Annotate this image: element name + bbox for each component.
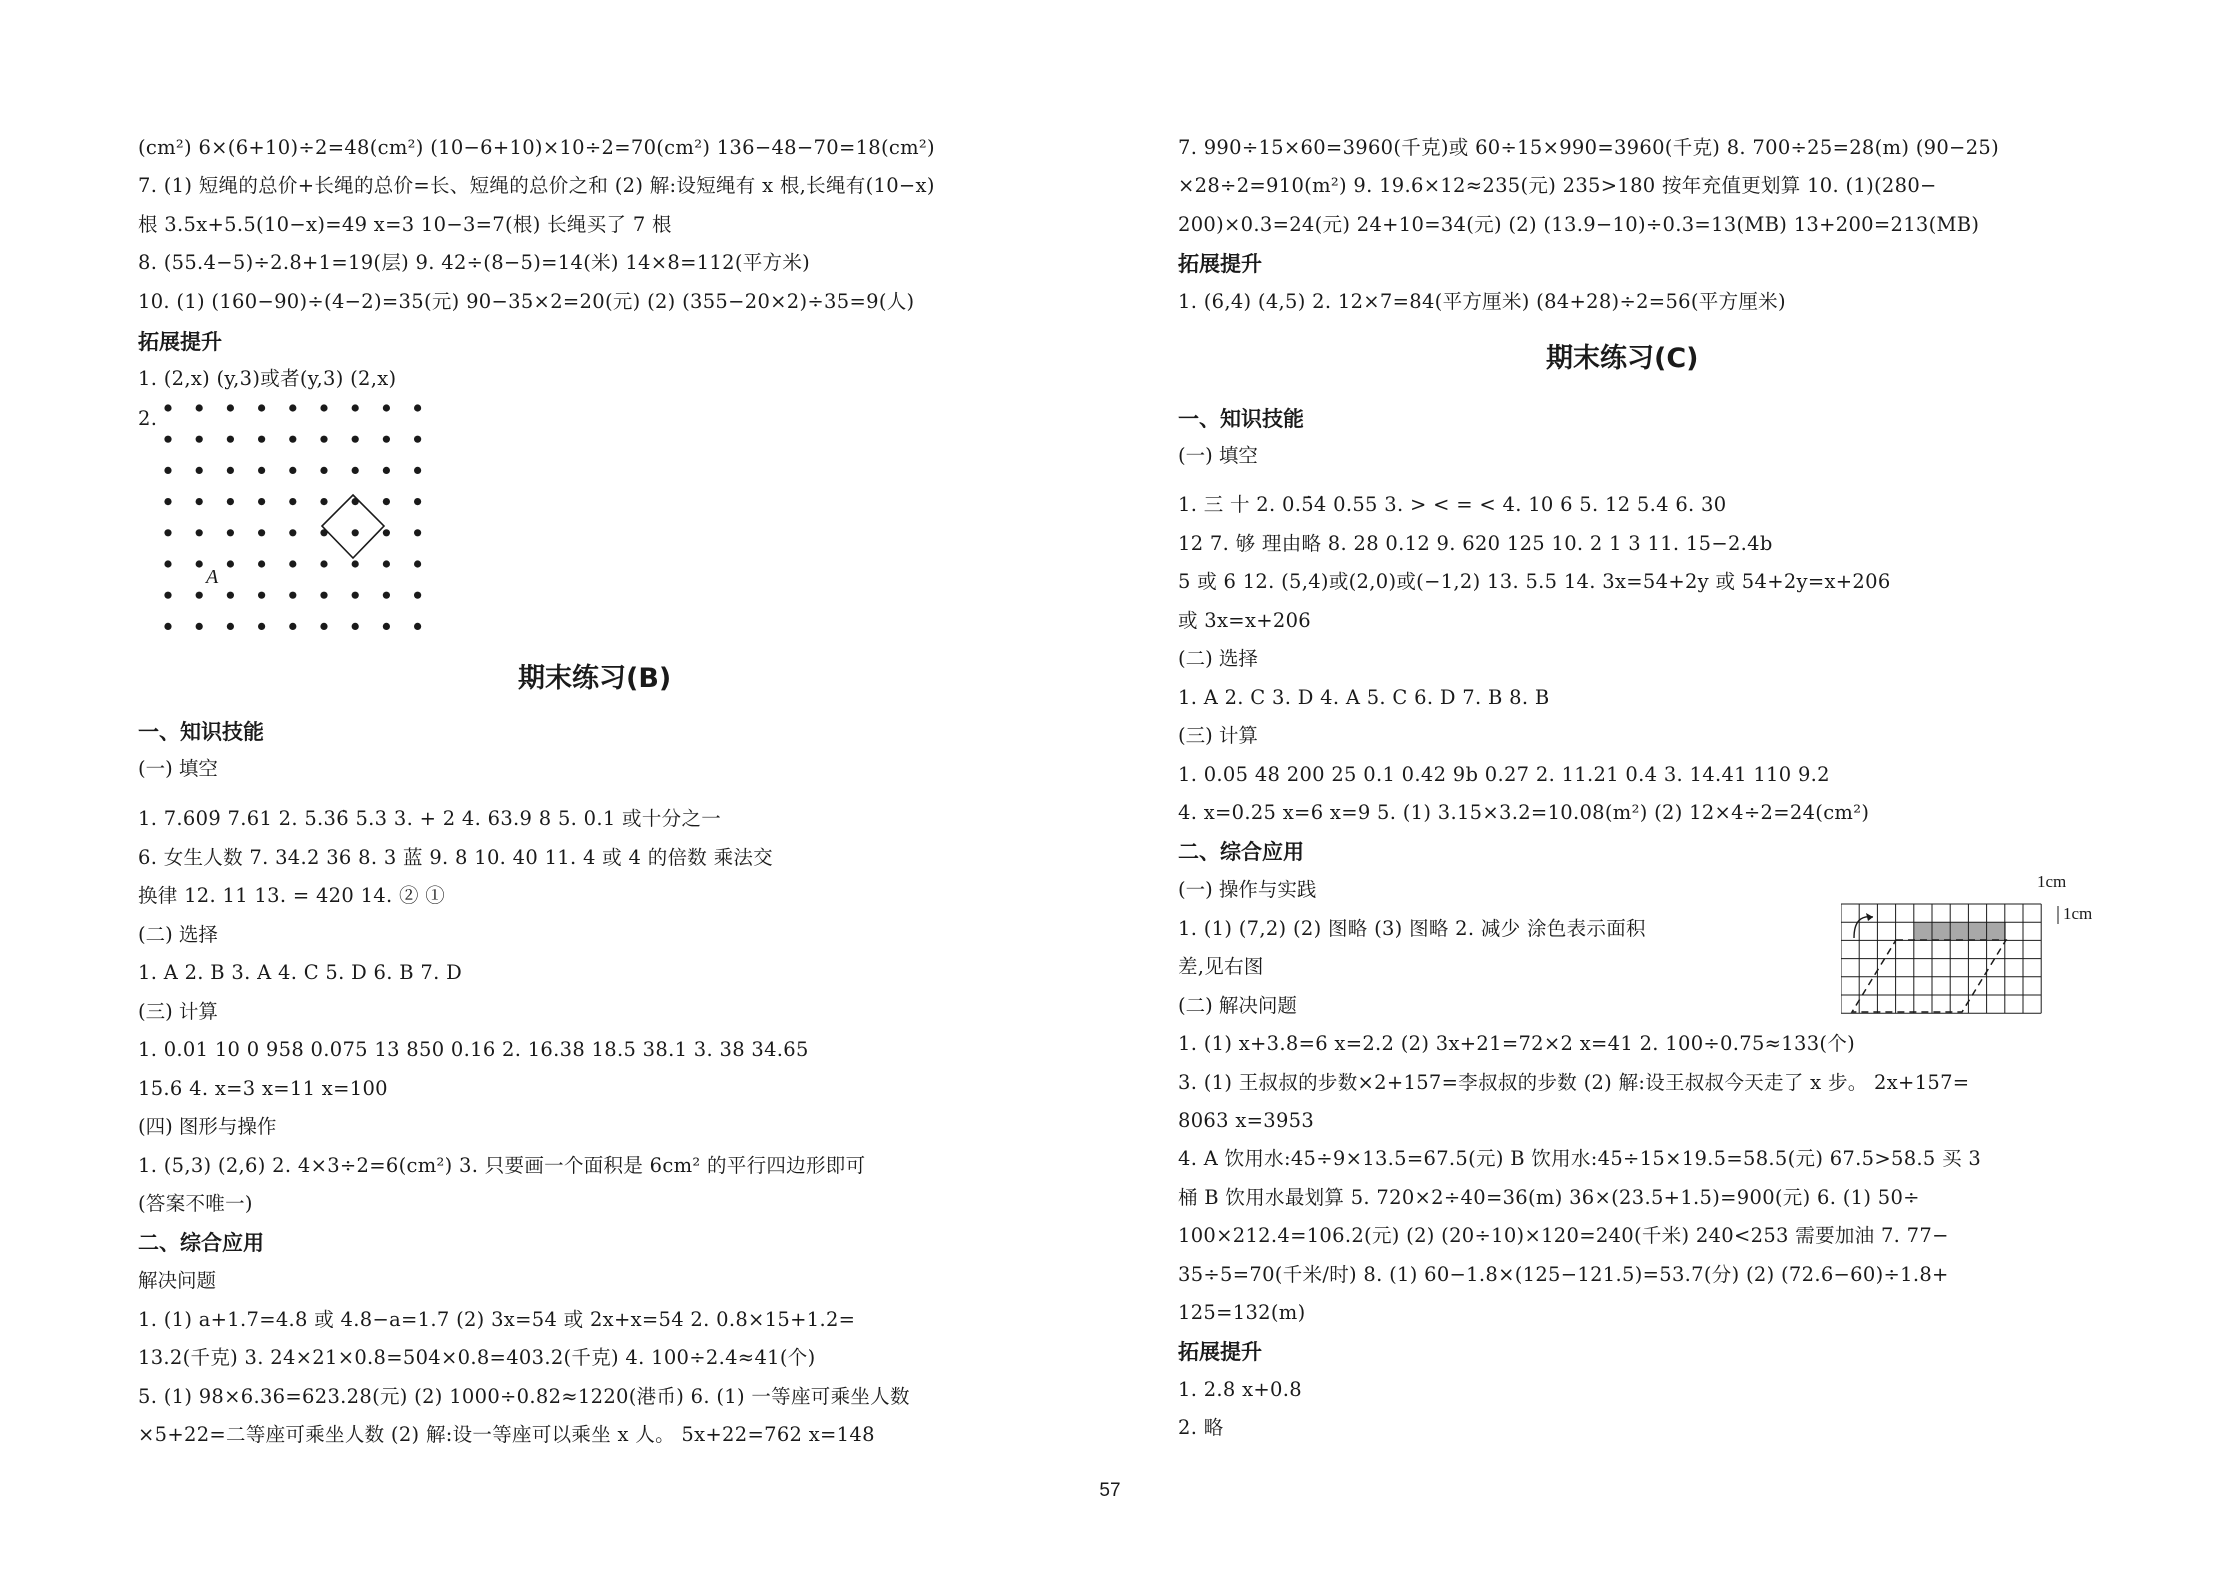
answer-line: 1. (2,x) (y,3)或者(y,3) (2,x) [138, 367, 397, 390]
grid-dot [383, 623, 390, 630]
grid-dot [352, 467, 359, 474]
grid-dot [196, 404, 203, 411]
grid-dot [164, 467, 171, 474]
rotation-arrow [1854, 917, 1873, 938]
answer-line: 1. A 2. B 3. A 4. C 5. D 6. B 7. D [138, 961, 463, 984]
answer-line: 1. 三 十 2. 0.5̇4̇ 0.55 3. > < = < 4. 10 6 5. 12 5.4 6. 30 [1178, 493, 1727, 516]
grid-dot [227, 592, 234, 599]
square-grid-figure [1841, 872, 2093, 1020]
grid-dot [383, 592, 390, 599]
answer-line: 根 3.5x+5.5(10−x)=49 x=3 10−3=7(根) 长绳买了 7 根 [138, 213, 672, 236]
shaded-difference-region [1914, 922, 2006, 940]
grid-dot [227, 560, 234, 567]
grid-dot [320, 592, 327, 599]
answer-line: 1. (1) x+3.8=6 x=2.2 (2) 3x+21=72×2 x=41 2. 100÷0.75≈133(个) [1178, 1032, 1856, 1055]
grid-dot [196, 436, 203, 443]
grid-dot [196, 467, 203, 474]
grid-dot [258, 592, 265, 599]
geometry-heading: (四) 图形与操作 [138, 1115, 277, 1138]
grid-dot [352, 436, 359, 443]
grid-dot [383, 467, 390, 474]
grid-dot [383, 404, 390, 411]
grid-dot [164, 592, 171, 599]
practice-heading: (一) 操作与实践 [1178, 878, 1317, 901]
grid-dot [196, 529, 203, 536]
page-number: 57 [1099, 1480, 1121, 1501]
choice-heading: (二) 选择 [138, 923, 218, 946]
answer-line: 4. A 饮用水:45÷9×13.5=67.5(元) B 饮用水:45÷15×19.5=58.5(元) 67.5>58.5 买 3 [1178, 1147, 1982, 1170]
grid-dot [289, 623, 296, 630]
grid-dot [414, 467, 421, 474]
answer-line: 7. 990÷15×60=3960(千克)或 60÷15×990=3960(千克) 8. 700÷25=28(m) (90−25) [1178, 136, 2000, 159]
answer-line: 100×212.4=106.2(元) (2) (20÷10)×120=240(千米) 240<253 需要加油 7. 77− [1178, 1224, 1949, 1247]
answer-line: 1. (5,3) (2,6) 2. 4×3÷2=6(cm²) 3. 只要画一个面积是 6cm² 的平行四边形即可 [138, 1154, 866, 1177]
grid-dot [258, 498, 265, 505]
answer-line: 8063 x=3953 [1178, 1109, 1315, 1132]
answer-line: (cm²) 6×(6+10)÷2=48(cm²) (10−6+10)×10÷2=70(cm²) 136−48−70=18(cm²) [138, 136, 935, 159]
grid-dot [383, 498, 390, 505]
grid-dot [289, 498, 296, 505]
grid-dot [258, 560, 265, 567]
extension-heading: 拓展提升 [1178, 252, 1262, 276]
answer-line: 13.2(千克) 3. 24×21×0.8=504×0.8=403.2(千克) 4. 100÷2.4≈41(个) [138, 1346, 816, 1369]
answer-line: ×5+22=二等座可乘坐人数 (2) 解:设一等座可以乘坐 x 人。 5x+22=762 x=148 [138, 1423, 875, 1446]
answer-line: 1. 0.05 48 200 25 0.1 0.42 9b 0.27 2. 11.21 0.4 3. 14.41 110 9.2 [1178, 763, 1830, 786]
unit-label-top: 1cm [2037, 872, 2067, 891]
grid-dot [196, 592, 203, 599]
grid-dot [196, 498, 203, 505]
grid-dot [258, 404, 265, 411]
grid-dot [258, 467, 265, 474]
answer-line: 12 7. 够 理由略 8. 28 0.12 9. 620 125 10. 2 1 3 11. 15−2.4b [1178, 532, 1773, 555]
grid-dot [227, 436, 234, 443]
extension-heading: 拓展提升 [1178, 1340, 1262, 1364]
grid-dot [352, 560, 359, 567]
grid-dot [352, 529, 359, 536]
answer-line: 10. (1) (160−90)÷(4−2)=35(元) 90−35×2=20(元) (2) (355−20×2)÷35=9(人) [138, 290, 915, 313]
answer-line: 2. 略 [1178, 1416, 1224, 1439]
grid-dot [289, 529, 296, 536]
square-grid [1841, 904, 2041, 1013]
grid-dot [164, 404, 171, 411]
answer-line: 1. (1) a+1.7=4.8 或 4.8−a=1.7 (2) 3x=54 或 2x+x=54 2. 0.8×15+1.2= [138, 1308, 856, 1331]
answer-line: 1. (6,4) (4,5) 2. 12×7=84(平方厘米) (84+28)÷2=56(平方厘米) [1178, 290, 1786, 313]
answer-line: 1. 0.01 10 0 958 0.075 13 850 0.16 2. 16.38 18.5 38.1 3. 38 34.65 [138, 1038, 809, 1061]
grid-dot [196, 623, 203, 630]
grid-dot [289, 592, 296, 599]
answer-line: 差,见右图 [1178, 955, 1264, 978]
grid-dot [383, 436, 390, 443]
answer-line: 4. x=0.25 x=6 x=9 5. (1) 3.15×3.2=10.08(m²) (2) 12×4÷2=24(cm²) [1178, 801, 1870, 824]
calc-heading: (三) 计算 [138, 1000, 218, 1023]
grid-dot [320, 560, 327, 567]
grid-dot [320, 404, 327, 411]
grid-dot [414, 404, 421, 411]
grid-dot [164, 498, 171, 505]
answer-line: (答案不唯一) [138, 1192, 253, 1215]
grid-dot [383, 529, 390, 536]
grid-dot [352, 623, 359, 630]
grid-dot [414, 623, 421, 630]
calc-heading: (三) 计算 [1178, 724, 1258, 747]
answer-line: 或 3x=x+206 [1178, 609, 1311, 632]
grid-dot [320, 498, 327, 505]
dot-grid [164, 404, 421, 630]
fill-heading: (一) 填空 [1178, 444, 1258, 467]
grid-dot [289, 404, 296, 411]
section-title-c: 期末练习(C) [1546, 343, 1699, 374]
answer-line: 1. A 2. C 3. D 4. A 5. C 6. D 7. B 8. B [1178, 686, 1550, 709]
grid-dot [164, 436, 171, 443]
section-title-b: 期末练习(B) [518, 663, 672, 694]
grid-dot [352, 592, 359, 599]
grid-dot [414, 436, 421, 443]
grid-dot [414, 592, 421, 599]
grid-dot [227, 467, 234, 474]
grid-dot [227, 623, 234, 630]
answer-line: 5. (1) 98×6.36=623.28(元) (2) 1000÷0.82≈1220(港币) 6. (1) 一等座可乘坐人数 [138, 1385, 910, 1408]
grid-dot [164, 529, 171, 536]
grid-dot [414, 529, 421, 536]
answer-line: 125=132(m) [1178, 1301, 1306, 1324]
grid-dot [320, 436, 327, 443]
answer-line: 1. 2.8 x+0.8 [1178, 1378, 1302, 1401]
arrow-head [1866, 913, 1873, 921]
answer-line: 5 或 6 12. (5,4)或(2,0)或(−1,2) 13. 5.5 14. 3x=54+2y 或 54+2y=x+206 [1178, 570, 1891, 593]
item-label: 2. [138, 407, 158, 430]
problems-heading: 解决问题 [138, 1269, 217, 1292]
answer-line: 6. 女生人数 7. 34.2 36 8. 3 蓝 9. 8 10. 40 11. 4 或 4 的倍数 乘法交 [138, 846, 773, 869]
answer-line: 3. (1) 王叔叔的步数×2+157=李叔叔的步数 (2) 解:设王叔叔今天走了 x 步。 2x+157= [1178, 1071, 1970, 1094]
grid-dot [258, 529, 265, 536]
point-label-a: A [206, 566, 219, 588]
grid-dot [383, 560, 390, 567]
part1-heading: 一、知识技能 [138, 720, 264, 744]
grid-dot [289, 436, 296, 443]
grid-dot [227, 529, 234, 536]
answer-line: 桶 B 饮用水最划算 5. 720×2÷40=36(m) 36×(23.5+1.5)=900(元) 6. (1) 50÷ [1178, 1186, 1920, 1209]
grid-dot [227, 404, 234, 411]
choice-heading: (二) 选择 [1178, 647, 1258, 670]
grid-dot [289, 467, 296, 474]
dot-grid-figure [158, 398, 488, 648]
diamond-shape [322, 495, 384, 558]
part2-heading: 二、综合应用 [138, 1231, 264, 1255]
answer-line: ×28÷2=910(m²) 9. 19.6×12≈235(元) 235>180 按年充值更划算 10. (1)(280− [1178, 174, 1937, 197]
answer-line: 35÷5=70(千米/时) 8. (1) 60−1.8×(125−121.5)=53.7(分) (2) (72.6−60)÷1.8+ [1178, 1263, 1949, 1286]
problems-heading: (二) 解决问题 [1178, 994, 1297, 1017]
answer-line: 8. (55.4−5)÷2.8+1=19(层) 9. 42÷(8−5)=14(米) 14×8=112(平方米) [138, 251, 811, 274]
answer-line: 15.6 4. x=3 x=11 x=100 [138, 1077, 388, 1100]
grid-dot [258, 623, 265, 630]
grid-dot [414, 498, 421, 505]
answer-line: 换律 12. 11 13. = 420 14. ② ① [138, 884, 446, 907]
extension-heading: 拓展提升 [138, 330, 222, 354]
grid-dot [227, 498, 234, 505]
unit-label-side: 1cm [2063, 904, 2093, 923]
answer-line: 7. (1) 短绳的总价+长绳的总价=长、短绳的总价之和 (2) 解:设短绳有 x 根,长绳有(10−x) [138, 174, 935, 197]
part2-heading: 二、综合应用 [1178, 840, 1304, 864]
grid-dot [289, 560, 296, 567]
answer-line: 1. 7.609̇ 7.61 2. 5.36̇ 5.3 3. + 2 4. 63.9 8 5. 0.1 或十分之一 [138, 807, 722, 830]
grid-dot [196, 560, 203, 567]
answer-line: 1. (1) (7,2) (2) 图略 (3) 图略 2. 减少 涂色表示面积 [1178, 917, 1646, 940]
grid-dot [164, 560, 171, 567]
dashed-parallelogram [1852, 940, 2006, 1012]
grid-dot [320, 623, 327, 630]
grid-dot [258, 436, 265, 443]
grid-dot [320, 467, 327, 474]
fill-heading: (一) 填空 [138, 757, 218, 780]
part1-heading: 一、知识技能 [1178, 407, 1304, 431]
grid-dot [164, 623, 171, 630]
grid-dot [414, 560, 421, 567]
answer-line: 200)×0.3=24(元) 24+10=34(元) (2) (13.9−10)÷0.3=13(MB) 13+200=213(MB) [1178, 213, 1980, 236]
grid-dot [352, 404, 359, 411]
